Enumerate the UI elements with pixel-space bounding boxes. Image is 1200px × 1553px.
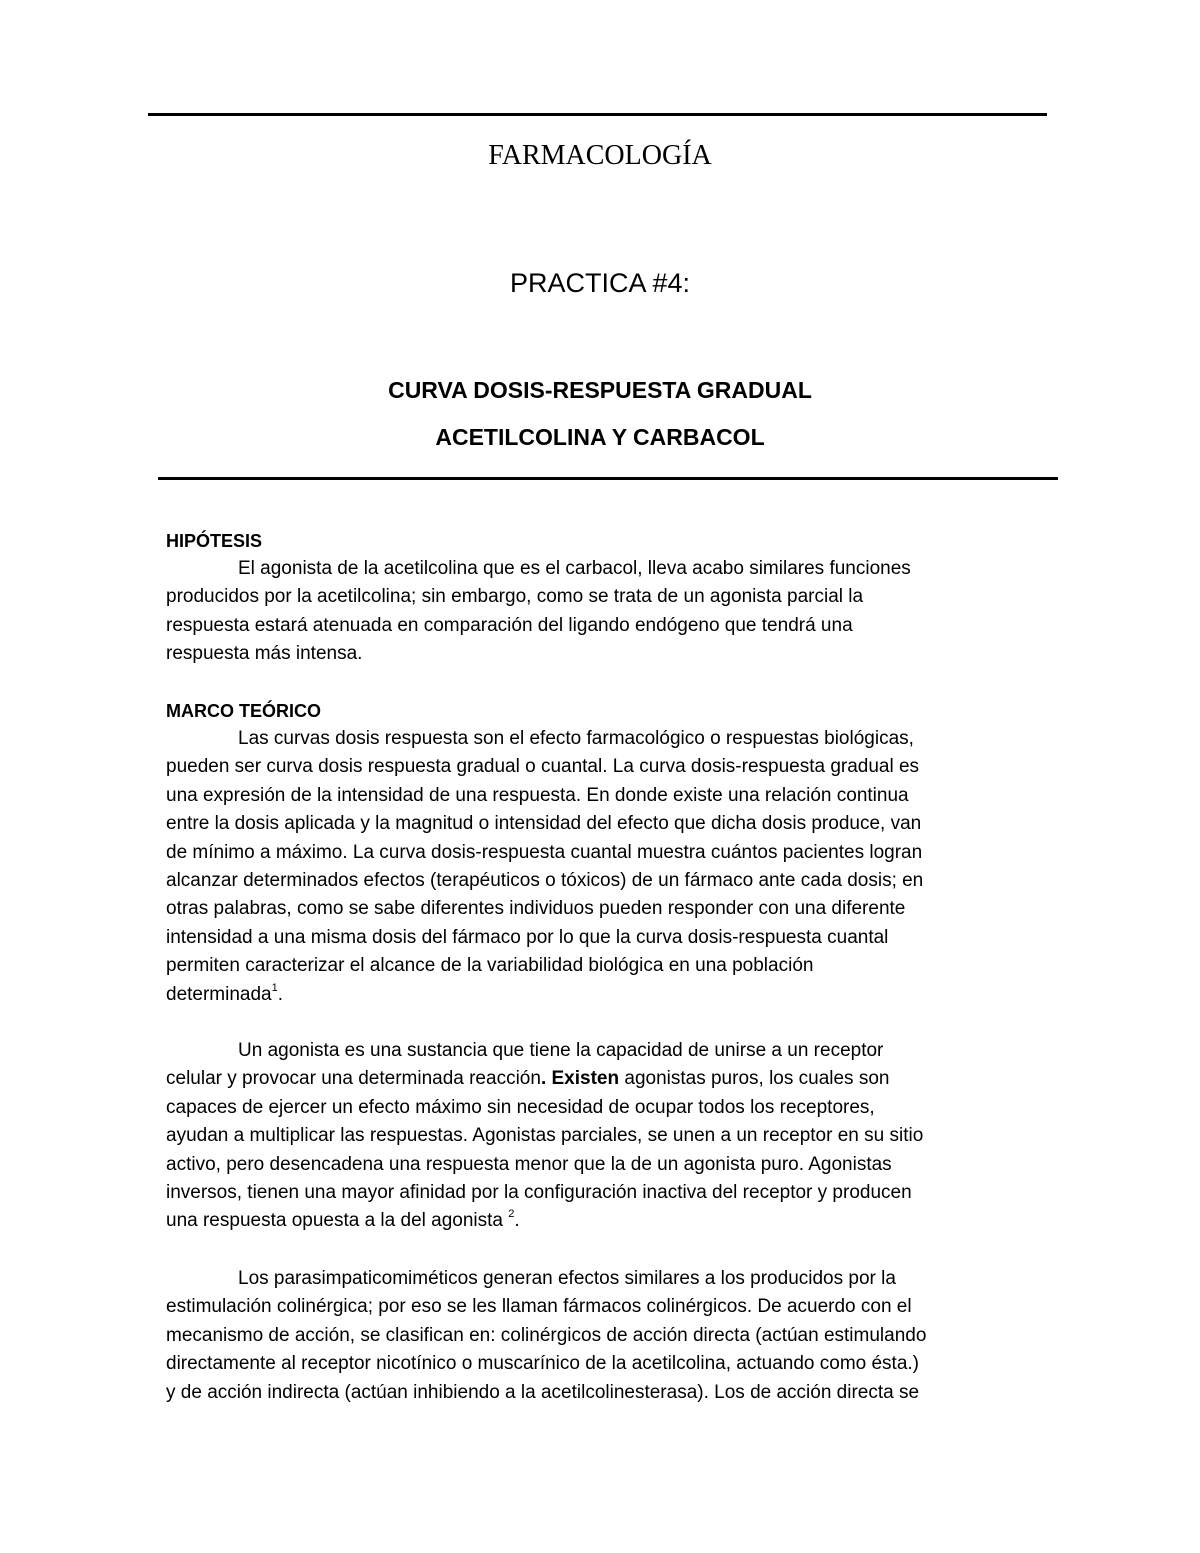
footnote-reference[interactable]: 1 xyxy=(271,981,278,994)
top-divider xyxy=(148,113,1047,116)
paragraph-line xyxy=(166,1207,1046,1235)
line-text: celular y provocar una determinada reacción xyxy=(166,1068,541,1090)
paragraph-line: una expresión de la intensidad de una respuesta. En donde existe una relación continua xyxy=(166,784,909,806)
paragraph-line: otras palabras, como se sabe diferentes individuos pueden responder con una diferente xyxy=(166,898,906,920)
paragraph-line: ayudan a multiplicar las respuestas. Agonistas parciales, se unen a un receptor en su sitio xyxy=(166,1125,924,1147)
paragraph-line: Un agonista es una sustancia que tiene la capacidad de unirse a un receptor xyxy=(238,1040,884,1061)
paragraph-line: alcanzar determinados efectos (terapéuticos o tóxicos) de un fármaco ante cada dosis; en xyxy=(166,869,924,891)
paragraph-line: El agonista de la acetilcolina que es el carbacol, lleva acabo similares funciones xyxy=(238,558,911,579)
paragraph-line: mecanismo de acción, se clasifican en: colinérgicos de acción directa (actúan estimulando xyxy=(166,1324,927,1346)
paragraph-line: directamente al receptor nicotínico o muscarínico de la acetilcolina, actuando como ésta.) xyxy=(166,1353,920,1375)
bold-text: . Existen xyxy=(540,1068,620,1090)
marco-teorico-heading: MARCO TEÓRICO xyxy=(166,701,321,721)
paragraph-line: inversos, tienen una mayor afinidad por la configuración inactiva del receptor y producen xyxy=(166,1181,912,1203)
bottom-divider xyxy=(158,477,1058,480)
paragraph-line: producidos por la acetilcolina; sin embargo, como se trata de un agonista parcial la xyxy=(166,586,864,608)
paragraph-line xyxy=(166,1065,1046,1093)
paragraph-line: capaces de ejercer un efecto máximo sin necesidad de ocupar todos los receptores, xyxy=(166,1096,875,1118)
paragraph-line: Los parasimpaticomiméticos generan efectos similares a los producidos por la xyxy=(238,1268,896,1289)
practice-heading-2: ACETILCOLINA Y CARBACOL xyxy=(435,424,765,450)
paragraph-line: pueden ser curva dosis respuesta gradual o cuantal. La curva dosis-respuesta gradual es xyxy=(166,756,920,778)
paragraph-line: y de acción indirecta (actúan inhibiendo a la acetilcolinesterasa). Los de acción directa se xyxy=(166,1381,920,1403)
paragraph-line xyxy=(166,981,1046,1009)
parasimpatico-paragraph xyxy=(166,1265,1046,1407)
line-text: . xyxy=(277,983,284,1005)
line-text: una respuesta opuesta a la del agonista xyxy=(166,1210,509,1232)
marco-teorico-paragraph xyxy=(166,725,1046,1009)
hipotesis-heading: HIPÓTESIS xyxy=(166,531,263,551)
paragraph-line: permiten caracterizar el alcance de la variabilidad biológica en una población xyxy=(166,955,814,977)
line-text: . xyxy=(514,1210,520,1232)
paragraph-line: activo, pero desencadena una respuesta menor que la de un agonista puro. Agonistas xyxy=(166,1153,892,1175)
practice-number: PRACTICA #4: xyxy=(509,268,691,298)
footnote-reference[interactable]: 2 xyxy=(508,1208,515,1221)
paragraph-line: estimulación colinérgica; por eso se les llaman fármacos colinérgicos. De acuerdo con el xyxy=(166,1296,912,1318)
document-title: FARMACOLOGÍA xyxy=(488,140,712,171)
paragraph-line: intensidad a una misma dosis del fármaco por lo que la curva dosis-respuesta cuantal xyxy=(166,926,889,948)
hipotesis-paragraph xyxy=(166,555,1046,669)
paragraph-line: respuesta más intensa. xyxy=(166,643,363,665)
line-text: determinada xyxy=(166,983,272,1005)
agonista-paragraph xyxy=(166,1037,1046,1236)
paragraph-line: respuesta estará atenuada en comparación del ligando endógeno que tendrá una xyxy=(166,614,853,636)
paragraph-line: entre la dosis aplicada y la magnitud o intensidad del efecto que dicha dosis produce, van xyxy=(166,813,922,835)
line-text: agonistas puros, los cuales son xyxy=(619,1068,890,1090)
practice-heading-1: CURVA DOSIS-RESPUESTA GRADUAL xyxy=(388,377,812,403)
paragraph-line: de mínimo a máximo. La curva dosis-respuesta cuantal muestra cuántos pacientes logran xyxy=(166,841,923,863)
paragraph-line: Las curvas dosis respuesta son el efecto farmacológico o respuestas biológicas, xyxy=(238,728,914,749)
